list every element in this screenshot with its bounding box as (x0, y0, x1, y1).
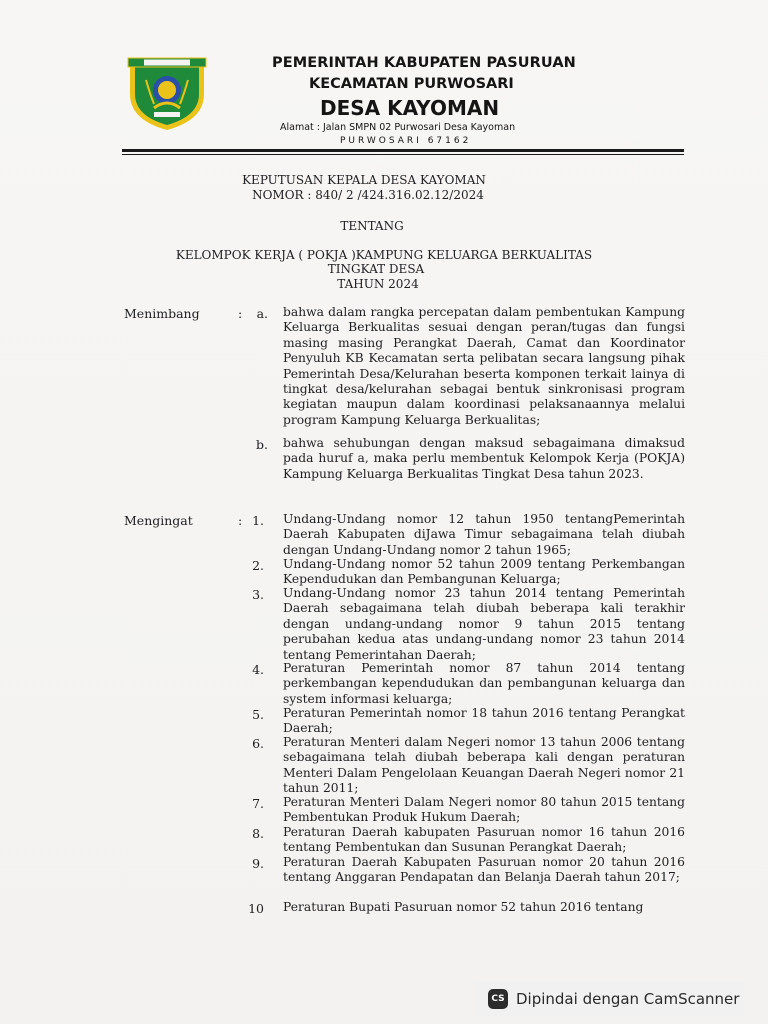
camscanner-logo-icon: CS (488, 989, 508, 1009)
mengingat-item: Peraturan Menteri dalam Negeri nomor 13 tahun 2006 tentang sebagaimana telah diubah beberapa kali dengan peraturan Menteri Dalam Pengelolaan Keuangan Daerah Negeri nomor 21 tahun 2011; (283, 735, 685, 796)
mengingat-item: Peraturan Menteri Dalam Negeri nomor 80 tahun 2015 tentang Pembentukan Produk Hukum Daerah; (283, 795, 685, 825)
decree-about: TENTANG (340, 219, 404, 233)
camscanner-watermark (474, 982, 744, 1016)
mengingat-marker: 6. (252, 736, 264, 751)
menimbang-colon: : (238, 306, 243, 321)
decree-subject-line1: KELOMPOK KERJA ( POKJA )KAMPUNG KELUARGA BERKUALITAS (175, 248, 593, 262)
pasuruan-emblem-icon (124, 50, 210, 132)
mengingat-item: Peraturan Daerah kabupaten Pasuruan nomor 16 tahun 2016 tentang Pembentukan dan Susunan Perangkat Daerah; (283, 825, 685, 855)
mengingat-marker: 4. (252, 662, 264, 677)
mengingat-label: Mengingat (124, 513, 193, 528)
mengingat-item: Peraturan Daerah Kabupaten Pasuruan nomor 20 tahun 2016 tentang Anggaran Pendapatan dan Belanja Daerah tahun 2017; (283, 855, 685, 885)
menimbang-label: Menimbang (124, 306, 200, 321)
mengingat-marker: 7. (252, 796, 264, 811)
mengingat-marker: 3. (252, 587, 264, 602)
menimbang-item: bahwa sehubungan dengan maksud sebagaimana dimaksud pada huruf a, maka perlu membentuk Kelompok Kerja (POKJA) Kampung Keluarga Berkualitas Tingkat Desa tahun 2023. (283, 436, 685, 481)
mengingat-colon: : (238, 513, 243, 528)
mengingat-item: Undang-Undang nomor 52 tahun 2009 tentang Perkembangan Kependudukan dan Pembangunan Keluarga; (283, 557, 685, 587)
address-line: Alamat : Jalan SMPN 02 Purwosari Desa Kayoman (280, 122, 516, 133)
government-name: PEMERINTAH KABUPATEN PASURUAN (272, 55, 576, 71)
mengingat-item: Peraturan Pemerintah nomor 18 tahun 2016 tentang Perangkat Daerah; (283, 706, 685, 736)
decree-title: KEPUTUSAN KEPALA DESA KAYOMAN (242, 173, 486, 187)
menimbang-item: bahwa dalam rangka percepatan dalam pembentukan Kampung Keluarga Berkualitas sesuai dengan peran/tugas dan fungsi masing masing Perangkat Daerah, Camat dan Koordinator Penyuluh KB Kecamatan serta pelibatan secara langsung pihak Pemerintah Desa/Kelurahan beserta komponen terkait lainya di tingkat desa/kelurahan sebagai bentuk sinkronisasi program kegiatan maupun dalam koordinasi pelaksanaannya melalui program Kampung Keluarga Berkualitas; (283, 305, 685, 427)
decree-subject-line2: TINGKAT DESA (327, 262, 425, 276)
mengingat-item: Peraturan Bupati Pasuruan nomor 52 tahun 2016 tentang (283, 900, 644, 914)
mengingat-marker: 10 (248, 901, 264, 916)
decree-number: NOMOR : 840/ 2 /424.316.02.12/2024 (252, 188, 484, 202)
decree-subject-line3: TAHUN 2024 (337, 277, 419, 291)
mengingat-marker: 5. (252, 707, 264, 722)
mengingat-marker: 8. (252, 826, 264, 841)
mengingat-item: Peraturan Pemerintah nomor 87 tahun 2014 tentang perkembangan kependudukan dan pembangunan keluarga dan system informasi keluarga; (283, 661, 685, 706)
letterhead-rule-thick (122, 149, 684, 152)
mengingat-marker: 1. (252, 513, 264, 528)
mengingat-item: Undang-Undang nomor 23 tahun 2014 tentang Pemerintah Daerah sebagaimana telah diubah beberapa kali terakhir dengan undang-undang nomor 9 tahun 2015 tentang perubahan kedua atas undang-undang nomor 23 tahun 2014 tentang Pemerintahan Daerah; (283, 586, 685, 662)
mengingat-item: Undang-Undang nomor 12 tahun 1950 tentangPemerintah Daerah Kabupaten diJawa Timur sebagaimana telah diubah dengan Undang-Undang nomor 2 tahun 1965; (283, 512, 685, 557)
mengingat-marker: 9. (252, 856, 264, 871)
camscanner-text: Dipindai dengan CamScanner (516, 990, 740, 1008)
district-name: KECAMATAN PURWOSARI (309, 76, 514, 92)
mengingat-marker: 2. (252, 558, 264, 573)
letterhead-rule-thin (122, 154, 684, 155)
menimbang-marker: b. (256, 437, 268, 452)
city-postcode: PURWOSARI 67162 (340, 136, 472, 146)
village-name: DESA KAYOMAN (320, 96, 500, 120)
menimbang-marker: a. (256, 306, 268, 321)
